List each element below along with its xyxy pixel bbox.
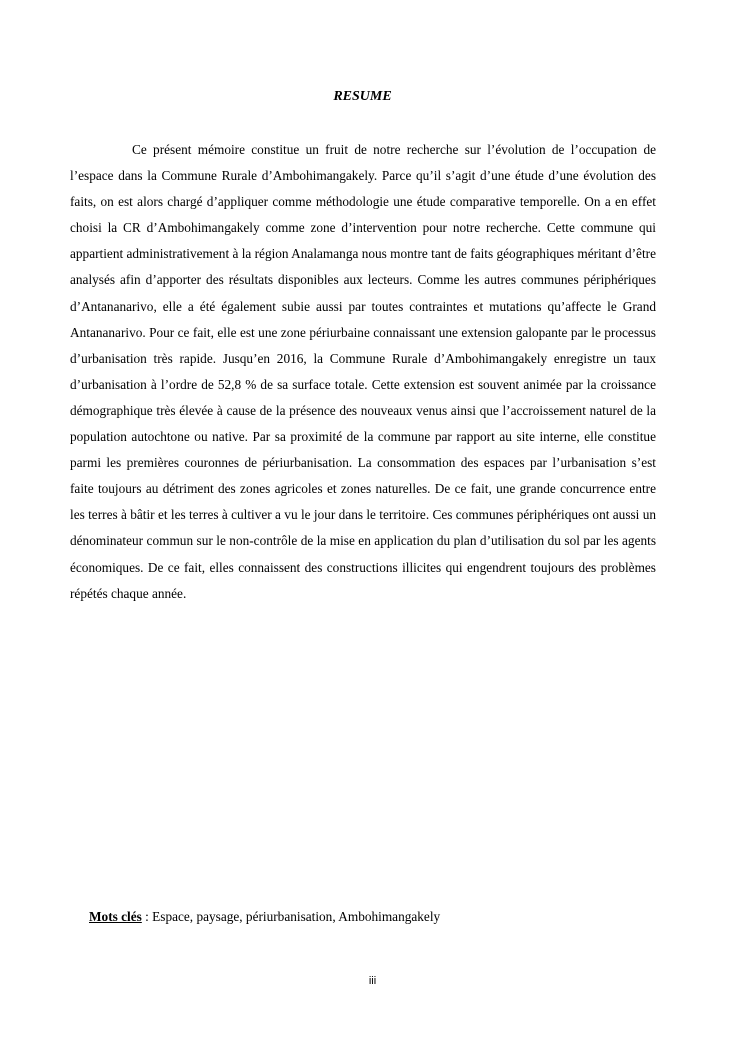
keywords-separator: : <box>141 909 153 924</box>
page-title: RESUME <box>333 89 392 104</box>
keywords-values: Espace, paysage, périurbanisation, Ambohimangakely <box>152 909 441 924</box>
abstract-paragraph: Ce présent mémoire constitue un fruit de notre recherche sur l’évolution de l’occupation de l’espace dans la Commune Rurale d’Ambohimangakely. Parce qu’il s’agit d’une étude d’une évolution des faits, on est alors chargé d’appliquer comme méthodologie une étude comparative temporelle. On a en effet choisi la CR d’Ambohimangakely comme zone d’intervention pour notre recherche. Cette commune qui appartient administrativement à la région Analamanga nous montre tant de faits géographiques méritant d’être analysés afin d’apporter des résultats disponibles aux lecteurs. Comme les autres communes périphériques d’Antananarivo, elle a été également subie aussi par toutes contraintes et mutations qu’affecte le Grand Antananarivo. Pour ce fait, elle est une zone périurbaine connaissant une extension galopante par le processus d’urbanisation très rapide. Jusqu’en 2016, la Commune Rurale d’Ambohimangakely enregistre un taux d’urbanisation à l’ordre de 52,8 % de sa surface totale. Cette extension est souvent animée par la croissance démographique très élevée à cause de la présence des nouveaux venus ainsi que l’accroissement naturel de la population autochtone ou native. Par sa proximité de la commune par rapport au site interne, elle constitue parmi les premières couronnes de périurbanisation. La consommation des espaces par l’urbanisation s’est faite toujours au détriment des zones agricoles et zones naturelles. De ce fait, une grande concurrence entre les terres à bâtir et les terres à cultiver a vu le jour dans le territoire. Ces communes périphériques ont aussi un dénominateur commun sur le non-contrôle de la mise en application du plan d’utilisation du sol par les agents économiques. De ce fait, elles connaissent des constructions illicites qui engendrent toujours des problèmes répétés chaque année. <box>70 142 656 601</box>
page-number: iii <box>368 975 377 987</box>
keywords-line <box>89 905 689 929</box>
keywords-label: Mots clés <box>89 909 142 924</box>
